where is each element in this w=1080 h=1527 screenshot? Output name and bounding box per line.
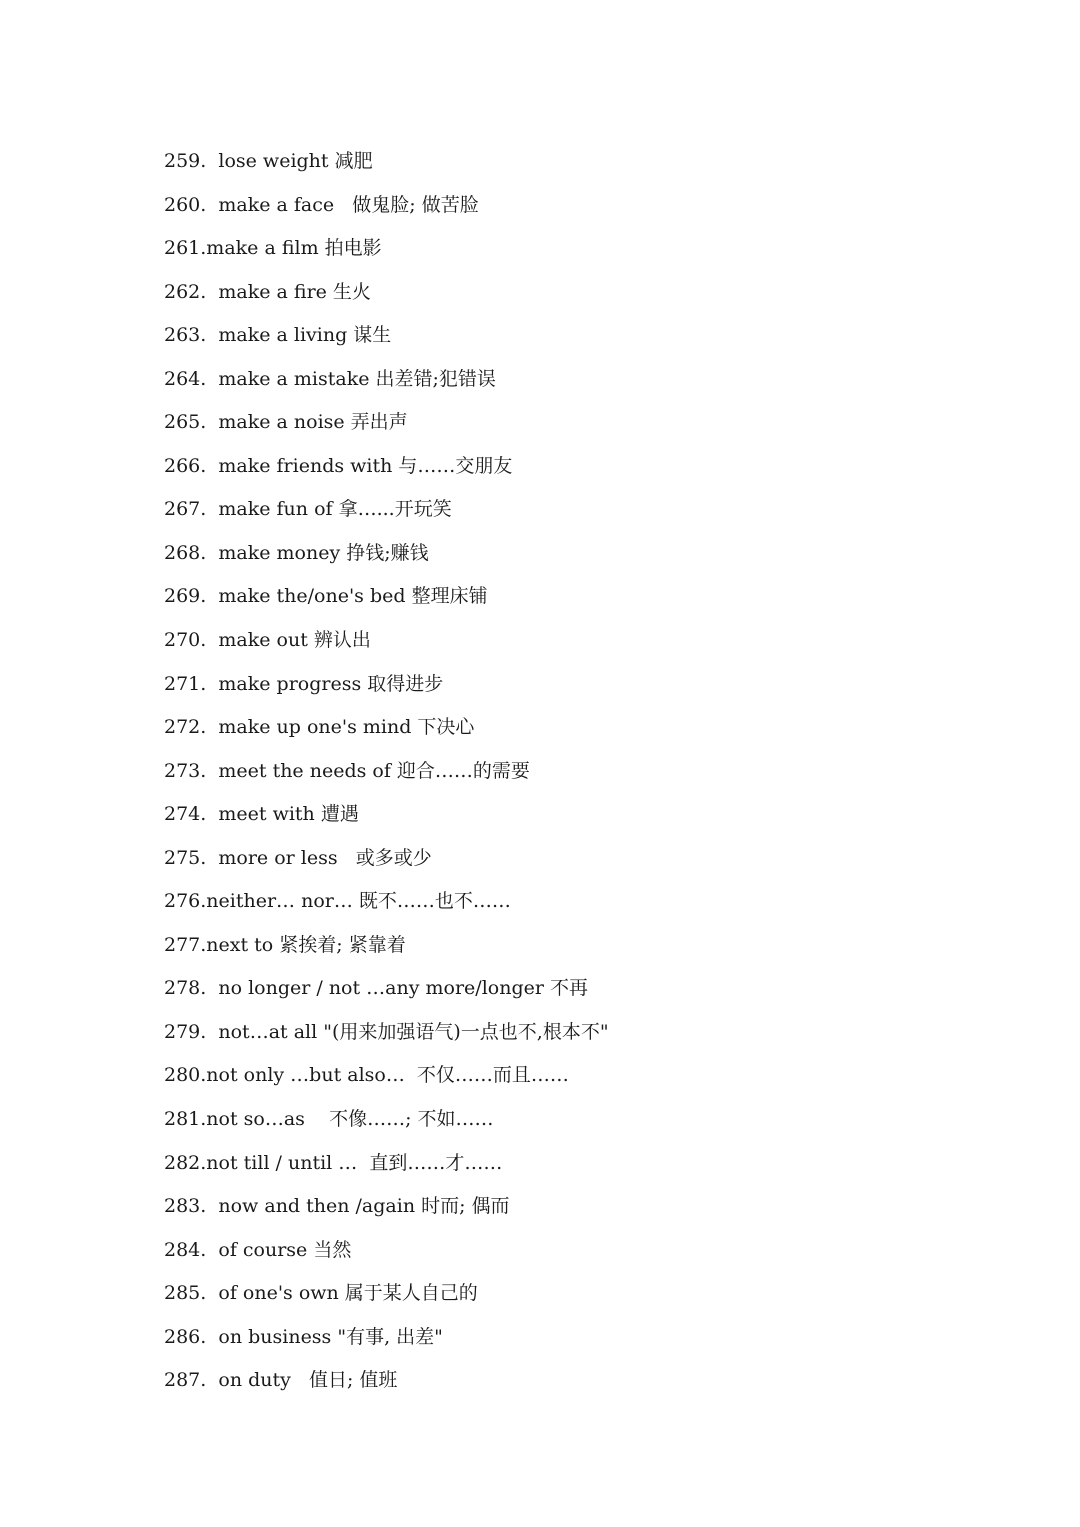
phrase-entry: 283. now and then /again 时而; 偶而 [164, 1195, 510, 1218]
phrase-entry: 278. no longer / not …any more/longer 不再 [164, 977, 588, 1000]
phrase-entry: 268. make money 挣钱;赚钱 [164, 541, 429, 564]
phrase-entry: 267. make fun of 拿…...开玩笑 [164, 498, 452, 521]
phrase-entry: 271. make progress 取得进步 [164, 672, 444, 695]
phrase-entry: 262. make a fire 生火 [164, 280, 371, 303]
phrase-entry: 280.not only …but also… 不仅……而且…… [164, 1064, 569, 1087]
phrase-entry: 284. of course 当然 [164, 1238, 352, 1261]
phrase-entry: 269. make the/one's bed 整理床铺 [164, 585, 488, 608]
phrase-entry: 275. more or less 或多或少 [164, 846, 432, 869]
phrase-entry: 263. make a living 谋生 [164, 324, 392, 347]
phrase-entry: 273. meet the needs of 迎合……的需要 [164, 759, 530, 782]
phrase-entry: 286. on business "有事, 出差" [164, 1325, 443, 1348]
phrase-entry: 270. make out 辨认出 [164, 629, 371, 652]
phrase-entry: 281.not so…as 不像……; 不如…… [164, 1108, 494, 1131]
phrase-entry: 276.neither… nor… 既不……也不…… [164, 890, 511, 913]
phrase-entry: 261.make a film 拍电影 [164, 237, 382, 260]
phrase-entry: 279. not…at all "(用来加强语气)一点也不,根本不" [164, 1020, 609, 1043]
phrase-entry: 282.not till / until … 直到……才…… [164, 1151, 503, 1174]
phrase-entry: 266. make friends with 与……交朋友 [164, 454, 513, 477]
phrase-entry: 259. lose weight 减肥 [164, 150, 373, 172]
phrase-entry: 287. on duty 值日; 值班 [164, 1369, 398, 1392]
phrase-entry: 277.next to 紧挨着; 紧靠着 [164, 933, 406, 956]
phrase-entry: 264. make a mistake 出差错;犯错误 [164, 367, 496, 390]
phrase-entry: 265. make a noise 弄出声 [164, 411, 408, 434]
phrase-entry: 274. meet with 遭遇 [164, 803, 359, 826]
phrase-entry: 260. make a face 做鬼脸; 做苦脸 [164, 193, 479, 216]
phrase-list [164, 142, 1044, 1405]
phrase-entry: 272. make up one's mind 下决心 [164, 716, 475, 739]
phrase-entry: 285. of one's own 属于某人自己的 [164, 1282, 478, 1305]
